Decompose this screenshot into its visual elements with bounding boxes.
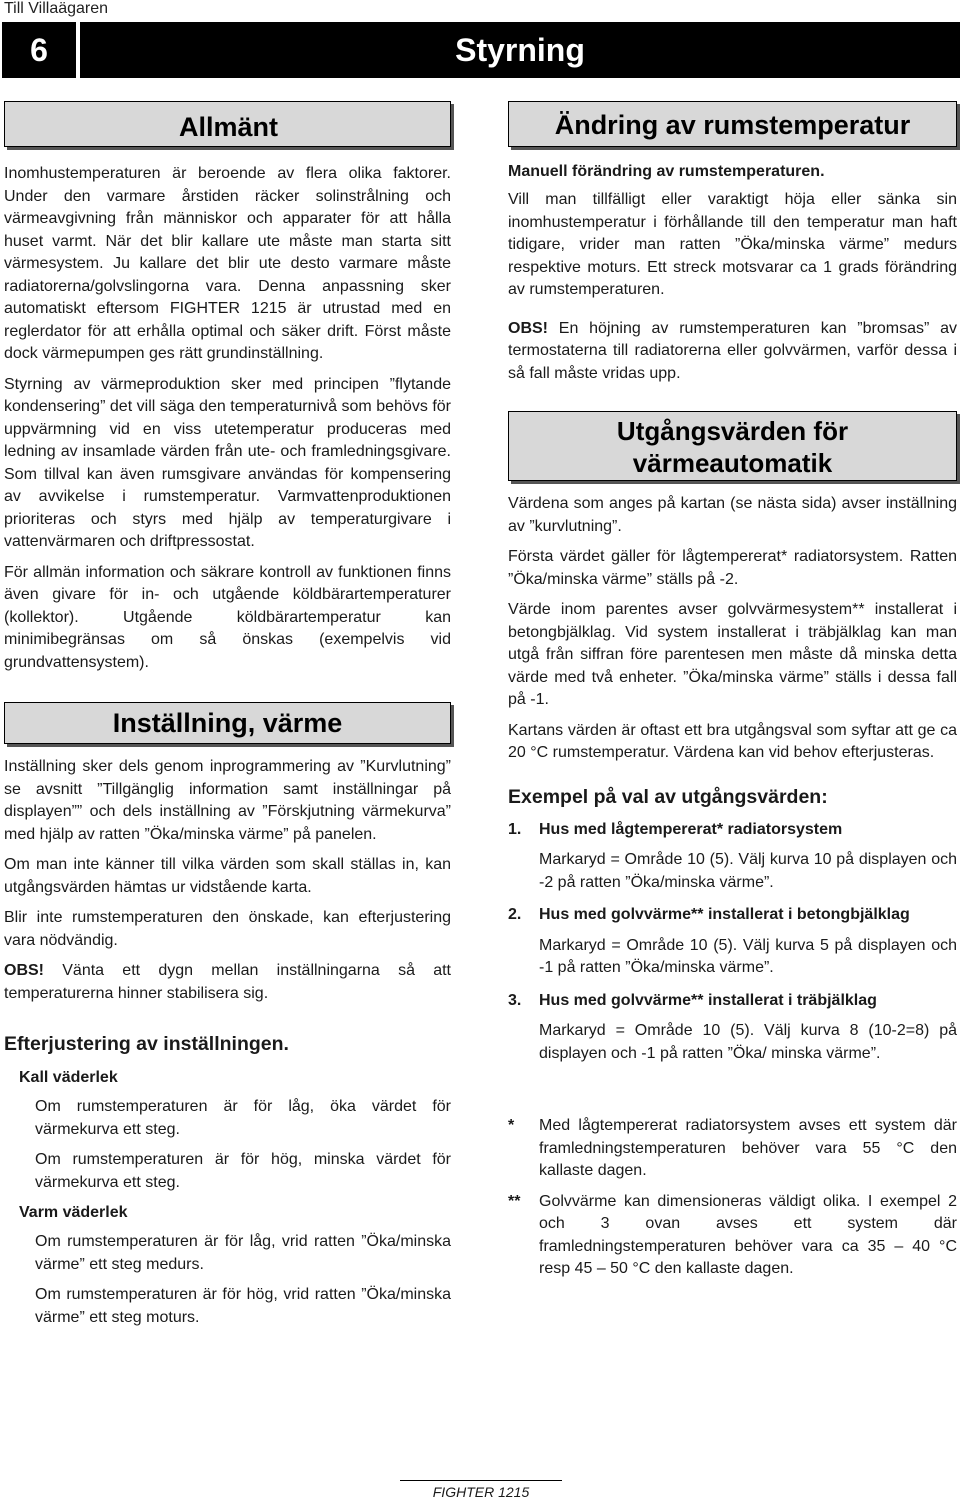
allmant-paragraph-1: Inomhustemperaturen är beroende av flera olika faktorer. Under den varmare årstiden räcker solinstrålning och värmeavgivning från människor och apparater för att hålla huset varmt. När det blir kallare ute måste man starta sitt värmesystem. Ju kallare det blir ute desto varmare måste radiatorerna/golvslingorna vara. Denna anpassning sker automatiskt eftersom FIGHTER 1215 är utrustad med en reglerdator för att erhålla optimal och säker drift. Först måste dock värmepumpen ges rätt grundinställning. [4,165,451,362]
obs-text: Vänta ett dygn mellan inställningarna så att temperaturerna hinner stabilisera sig. [4,962,451,1002]
varm-vaderlek-text-2: Om rumstemperaturen är för hög, vrid ratten ”Öka/minska värme” ett steg moturs. [35,1286,451,1326]
list-item [508,990,957,1066]
utgang-paragraph-4: Kartans värden är oftast ett bra utgångsval som syftar att ge ca 20 °C rumstemperatur. Värdena kan vid behov efterjusteras. [508,721,957,761]
installning-obs [4,960,451,1005]
obs-text: En höjning av rumstemperaturen kan ”bromsas” av termostaterna till radiatorerna eller golvvärmen, varför dessa i så fall måste vridas upp. [508,319,957,382]
section-heading-allmant: Allmänt [4,101,451,147]
allmant-paragraph-3: För allmän information och säkrare kontroll av funktionen finns även givare för in- och utgående köldbärartemperaturer (kollektor). Utgående köldbärartemperatur kan minimibegränsas om så önskas (exempelvis vid grundvattensystem). [4,563,451,671]
utgang-paragraph-2: Första värdet gäller för lågtempererat* radiatorsystem. Ratten ”Öka/minska värme” ställs på -2. [508,548,957,588]
item-number: 2. [508,906,522,923]
utgang-heading-line-2: värmeautomatik [632,448,833,478]
utgang-paragraph-3: Värde inom parentes avser golvvärmesystem** installerat i betongbjälklag. Vid system installerat i träbjälklag kan man utgå från siffran före parentesen men måste då minska detta värde med två enheter. ”Öka/minska värme” ställs i dessa fall på -1. [508,601,957,708]
obs-label: OBS! [4,962,44,979]
left-column [4,101,451,1337]
chapter-title: Styrning [80,22,960,78]
footnote [508,1191,957,1281]
installning-paragraph-1: Inställning sker dels genom inprogrammering av ”Kurvlutning” se avsnitt ”Tillgänglig information samt inställningar på displayen”” och dels inställning av ”Förskjutning värmekurva” med hjälp av ratten ”Öka/minska värme” på panelen. [4,758,451,843]
installning-paragraph-3: Blir inte rumstemperaturen den önskade, kan efterjustering vara nödvändig. [4,909,451,949]
allmant-paragraph-2: Styrning av värmeproduktion sker med principen ”flytande kondensering” det vill säga den temperaturnivå som behövs för uppvärmning vid en viss utetemperatur produceras med ledning av insamlade värden från ute- och framledningsgivare. Som tillval kan även rumsgivare användas för kompensering av avvikelse i rumstemperatur. Varmvattenproduktionen prioriteras och styrs med hjälp av temperaturgivare i vattenvärmaren och driftpressostat. [4,375,451,550]
chapter-number: 6 [2,22,76,78]
footnote-mark: * [508,1117,515,1134]
obs-label: OBS! [508,319,548,337]
item-text: Markaryd = Område 10 (5). Välj kurva 10 på displayen och -2 på ratten ”Öka/minska värme”. [539,851,957,891]
kall-vaderlek-text-2: Om rumstemperaturen är för hög, minska värdet för värmekurva ett steg. [35,1151,451,1191]
varm-vaderlek-text-1: Om rumstemperaturen är för låg, vrid ratten ”Öka/minska värme” ett steg medurs. [35,1233,451,1273]
andring-paragraph-1: Vill man tillfälligt eller varaktigt höja eller sänka sin inomhustemperatur i förhållande till den temperatur man haft tidigare, vrider man ratten ”Öka/minska värme” medurs respektive moturs. Ett streck motsvarar ca 1 grads förändring av rumstemperaturen. [508,191,957,298]
utgang-heading-line-1: Utgångsvärden för [616,416,849,446]
running-head: Till Villaägaren [4,0,109,17]
section-heading-andring: Ändring av rumstemperatur [508,101,957,147]
page-footer: FIGHTER 1215 [400,1480,562,1499]
exempel-heading: Exempel på val av utgångsvärden: [508,785,828,808]
footnote-mark: ** [508,1192,521,1210]
footnote-text: Med lågtempererat radiatorsystem avses ett system där framledningstemperaturen behöver vara 55 °C den kallaste dagen. [539,1117,957,1179]
installning-paragraph-2: Om man inte känner till vilka värden som skall ställas in, kan utgångsvärden hämtas ur vidstående karta. [4,856,451,896]
footnote [508,1115,957,1183]
kall-vaderlek-text-1: Om rumstemperaturen är för låg, öka värdet för värmekurva ett steg. [35,1098,451,1138]
utgang-paragraph-1: Värdena som anges på kartan (se nästa sida) avser inställning av ”kurvlutning”. [508,495,957,535]
varm-vaderlek-label: Varm väderlek [19,1204,128,1221]
section-heading-installning: Inställning, värme [4,702,451,744]
efterjustering-heading: Efterjustering av inställningen. [4,1033,289,1055]
list-item [508,904,957,980]
item-title: Hus med golvvärme** installerat i betongbjälklag [539,906,910,923]
item-number: 1. [508,820,522,838]
footnotes [508,1115,957,1281]
kall-vaderlek-label: Kall väderlek [19,1069,118,1086]
section-heading-utgangsvarden [508,411,957,481]
item-number: 3. [508,991,522,1009]
andring-lead: Manuell förändring av rumstemperaturen. [508,163,825,180]
chapter-bar [0,22,960,78]
item-text: Markaryd = Område 10 (5). Välj kurva 8 (10-2=8) på displayen och -1 på ratten ”Öka/ minska värme”. [539,1022,957,1062]
item-text: Markaryd = Område 10 (5). Välj kurva 5 på displayen och -1 på ratten ”Öka/minska värme”. [539,936,957,976]
list-item [508,819,957,895]
andring-obs [508,318,957,386]
footnote-text: Golvvärme kan dimensioneras väldigt olika. I exempel 2 och 3 ovan avses ett system där framledningstemperaturen behöver vara ca 35 – 40 °C resp 45 – 50 °C den kallaste dagen. [539,1192,957,1277]
right-column [508,101,957,1289]
item-title: Hus med lågtempererat* radiatorsystem [539,820,843,838]
item-title: Hus med golvvärme** installerat i träbjälklag [539,991,877,1009]
